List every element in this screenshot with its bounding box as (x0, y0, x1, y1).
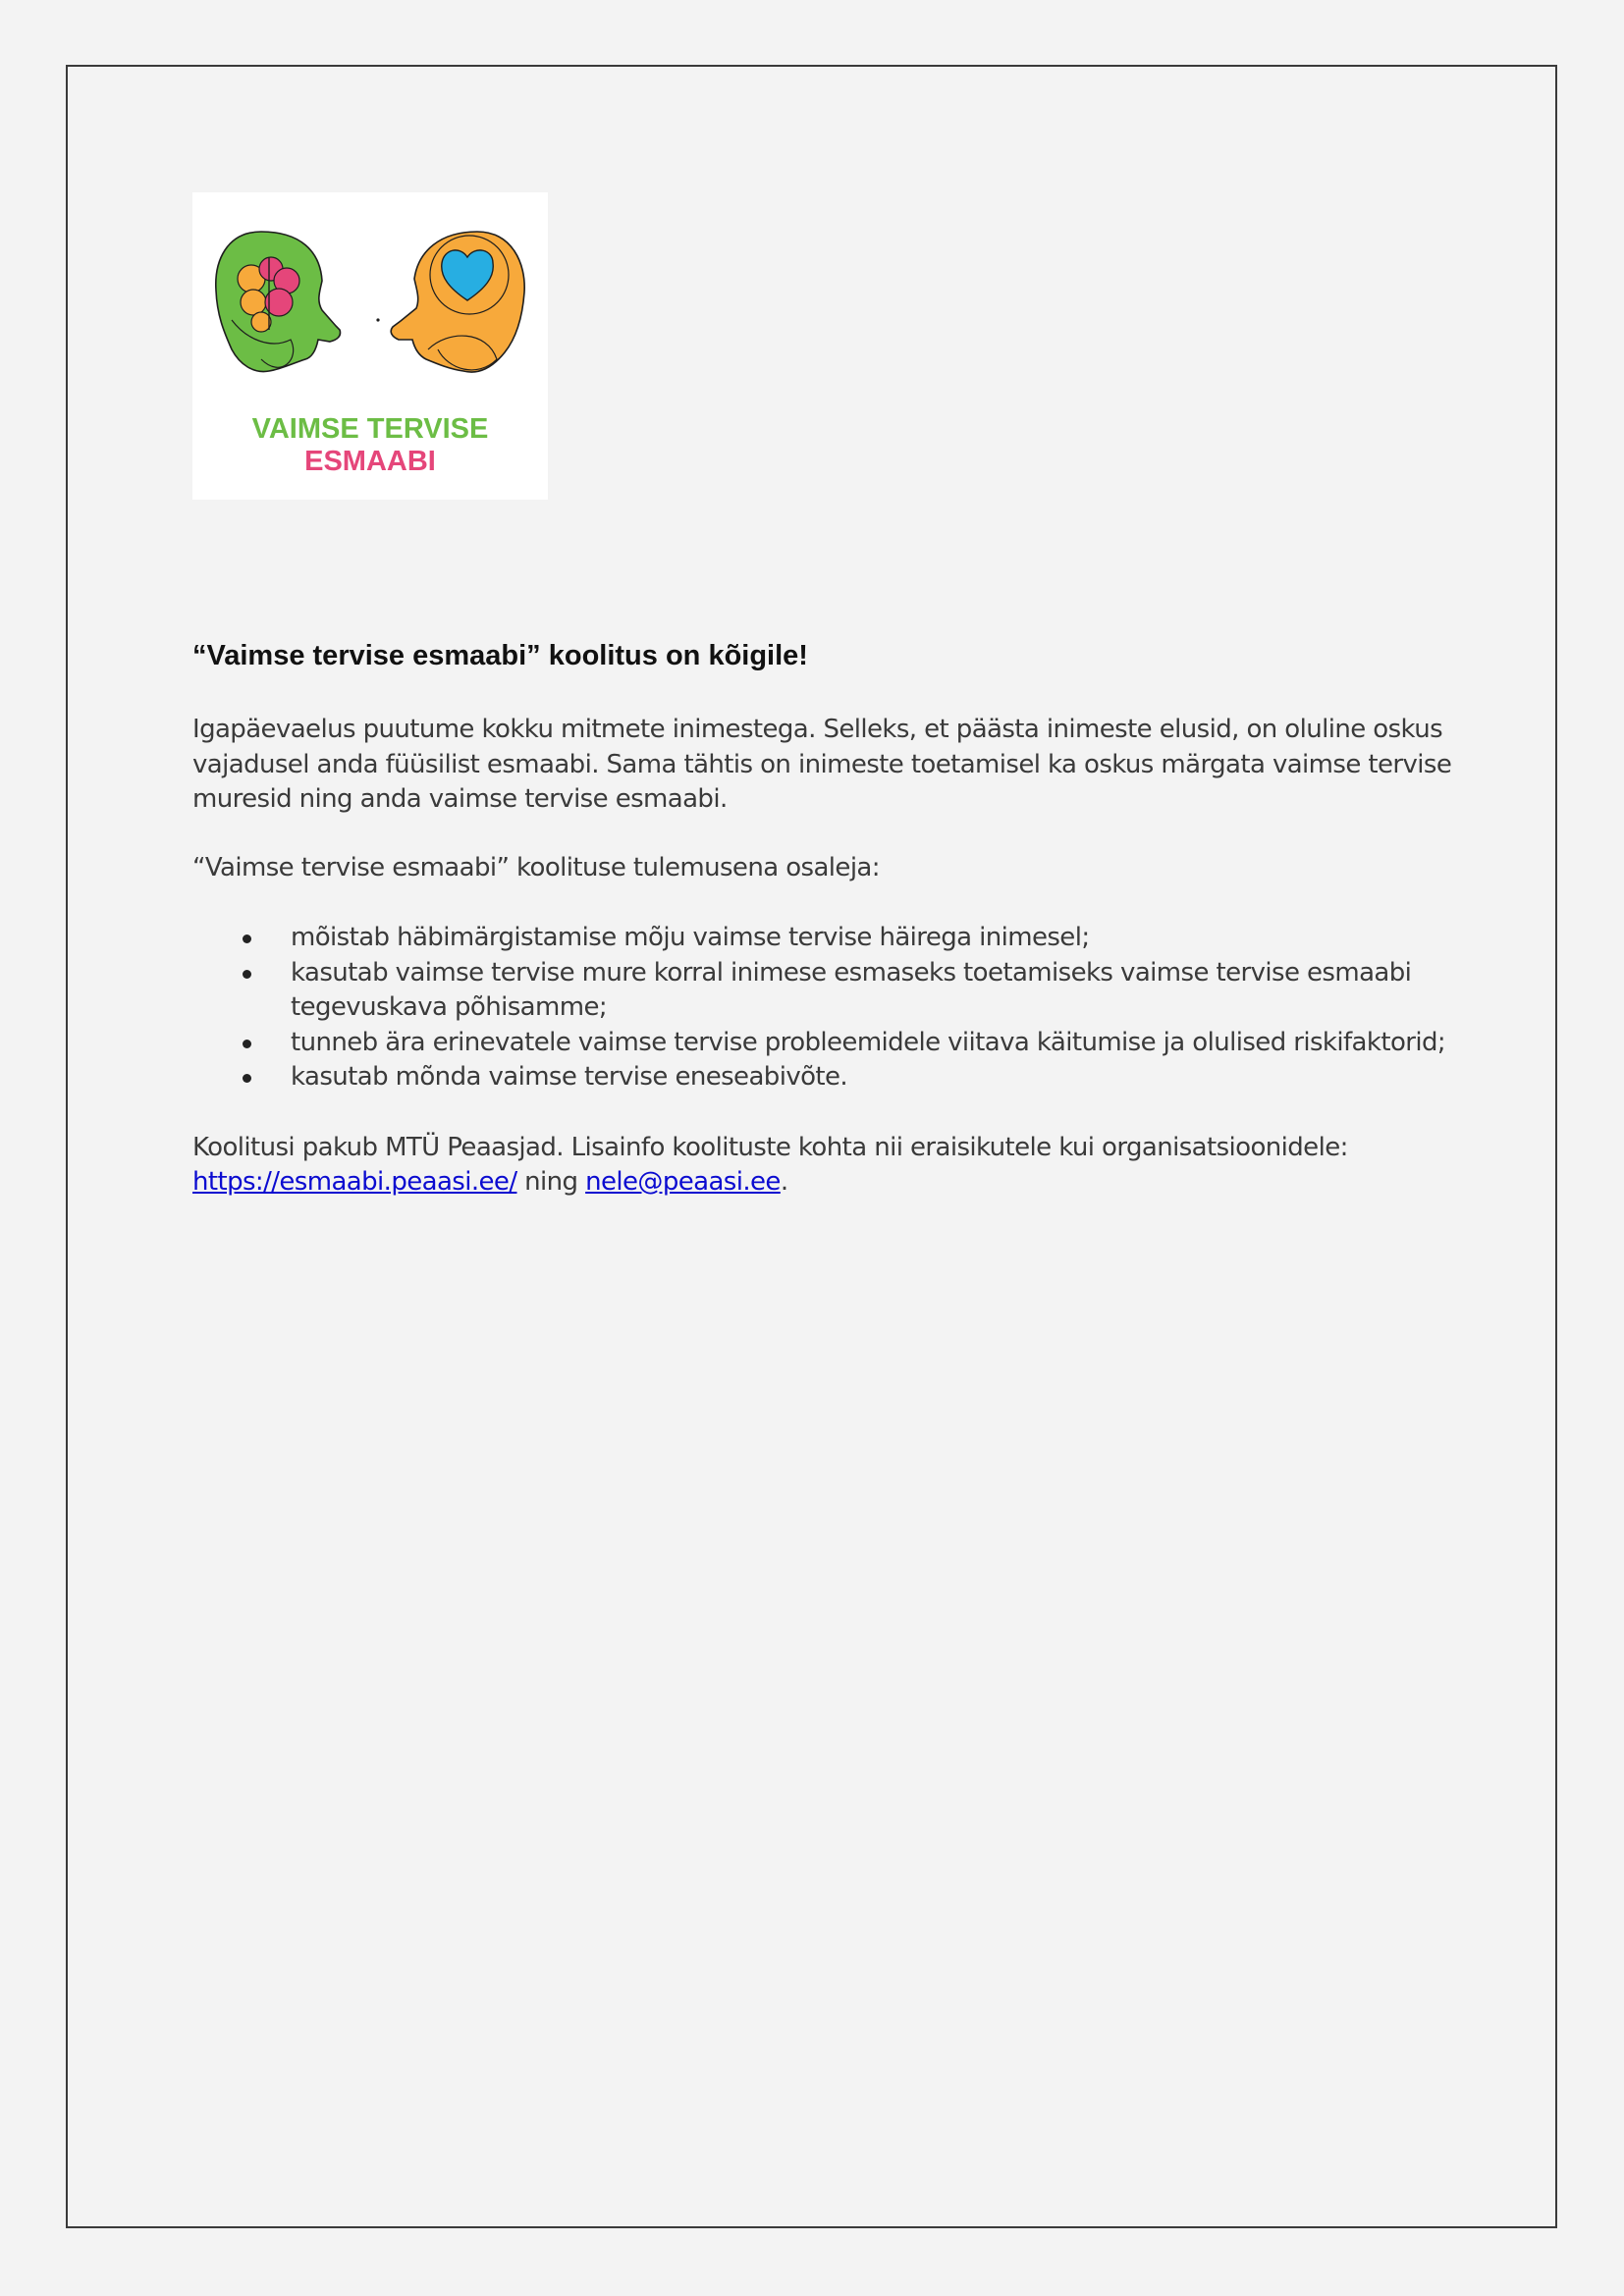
list-item (192, 1026, 1459, 1061)
bullet-icon (243, 1040, 251, 1048)
outcomes-list (192, 921, 1459, 1095)
outcomes-lead: “Vaimse tervise esmaabi” koolituse tulemusena osaleja: (192, 852, 880, 882)
document-body (192, 634, 1459, 1201)
website-link[interactable]: https://esmaabi.peaasi.ee/ (192, 1167, 517, 1197)
contact-end: . (780, 1167, 788, 1197)
list-item-text: mõistab häbimärgistamise mõju vaimse tervise häirega inimesel; (291, 923, 1090, 952)
list-item (192, 956, 1459, 1026)
list-item-text: kasutab vaimse tervise mure korral inimese esmaseks toetamiseks vaimse tervise esmaabi tegevuskava põhisamme; (291, 957, 1412, 1022)
list-item-text: kasutab mõnda vaimse tervise eneseabivõte. (291, 1062, 848, 1092)
intro-paragraph: Igapäevaelus puutume kokku mitmete inimestega. Selleks, et päästa inimeste elusid, on oluline oskus vajadusel anda füüsilist esmaabi. Sama tähtis on inimeste toetamisel ka oskus märgata vaimse tervise muresid ning anda vaimse tervise esmaabi. (192, 715, 1452, 814)
logo-text-line2: ESMAABI (304, 446, 436, 477)
bullet-icon (243, 1074, 251, 1083)
contact-paragraph (192, 1131, 1459, 1201)
contact-connector: ning (524, 1167, 578, 1197)
document-heading: “Vaimse tervise esmaabi” koolitus on kõigile! (192, 640, 808, 671)
list-item (192, 921, 1459, 956)
contact-text: Koolitusi pakub MTÜ Peaasjad. Lisainfo koolituste kohta nii eraisikutele kui organisatsioonidele: (192, 1132, 1348, 1162)
list-item (192, 1060, 1459, 1095)
bullet-icon (243, 934, 251, 943)
vaimse-tervise-esmaabi-logo (192, 192, 548, 500)
bullet-icon (243, 970, 251, 979)
email-link[interactable]: nele@peaasi.ee (585, 1167, 781, 1197)
logo-text-line1: VAIMSE TERVISE (251, 413, 489, 445)
list-item-text: tunneb ära erinevatele vaimse tervise probleemidele viitava käitumise ja olulised riskifaktorid; (291, 1027, 1446, 1057)
